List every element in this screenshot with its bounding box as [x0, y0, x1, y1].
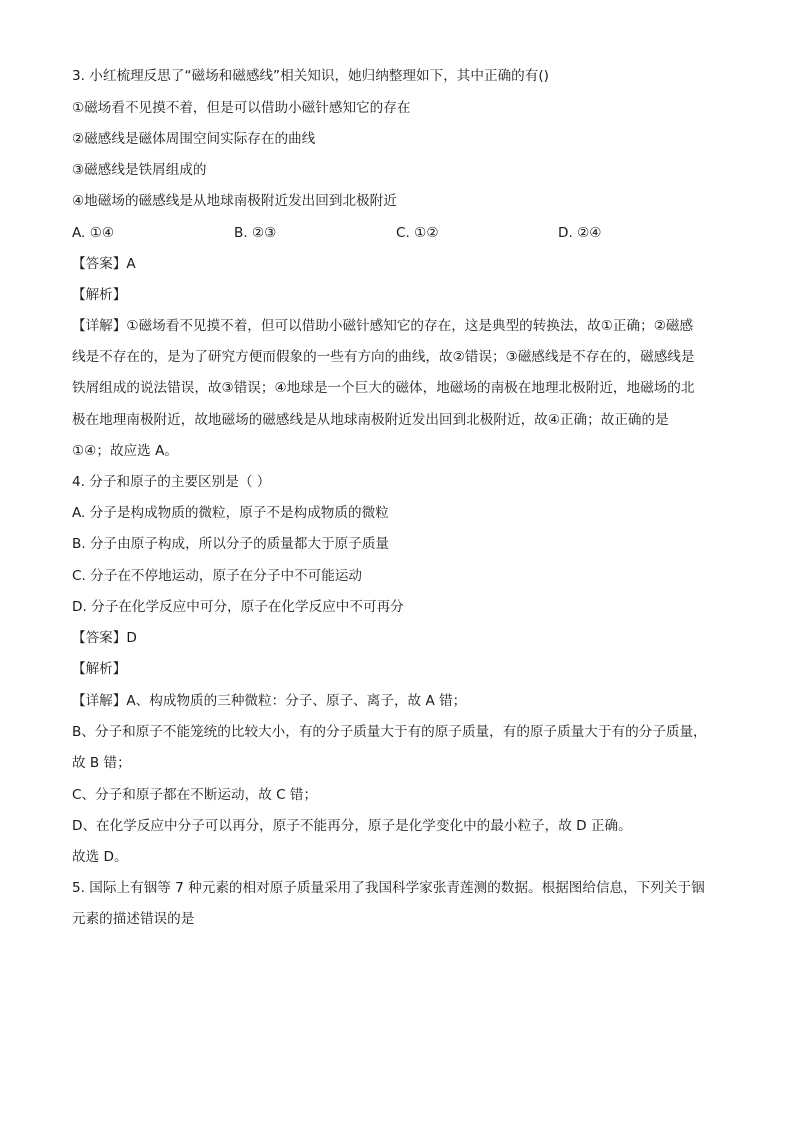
q3-option-c: C. ①②	[396, 225, 439, 241]
q3-item-4: ④地磁场的磁感线是从地球南极附近发出回到北极附近	[72, 193, 397, 209]
q3-stem: 3. 小红梳理反思了“磁场和磁感线”相关知识，她归纳整理如下，其中正确的有()	[72, 68, 549, 84]
q3-detail-line-5: ①④；故应选 A。	[72, 443, 178, 459]
q4-detail-line-4: C、分子和原子都在不断运动，故 C 错；	[72, 787, 318, 803]
q4-stem: 4. 分子和原子的主要区别是（ ）	[72, 474, 271, 490]
q4-option-b: B. 分子由原子构成，所以分子的质量都大于原子质量	[72, 536, 390, 552]
q3-option-b: B. ②③	[234, 225, 277, 241]
q4-analysis-label: 【解析】	[72, 661, 127, 677]
q3-detail-line-1: 【详解】①磁场看不见摸不着，但可以借助小磁针感知它的存在，这是典型的转换法，故①正确；②磁感	[72, 318, 694, 334]
q4-detail-line-6: 故选 D。	[72, 849, 128, 865]
q3-analysis-label: 【解析】	[72, 287, 127, 303]
q3-detail-line-2: 线是不存在的，是为了研究方便而假象的一些有方向的曲线，故②错误；③磁感线是不存在的，磁感线是	[72, 349, 695, 365]
q3-detail-line-4: 极在地理南极附近，故地磁场的磁感线是从地球南极附近发出回到北极附近，故④正确；故正确的是	[72, 412, 669, 428]
q4-detail-line-2: B、分子和原子不能笼统的比较大小，有的分子质量大于有的原子质量，有的原子质量大于有的分子质量，	[72, 724, 707, 740]
q3-item-1: ①磁场看不见摸不着，但是可以借助小磁针感知它的存在	[72, 100, 411, 116]
q5-stem-line-1: 5. 国际上有铟等 7 种元素的相对原子质量采用了我国科学家张青莲测的数据。根据图给信息，下列关于铟	[72, 880, 705, 896]
q3-answer: 【答案】A	[72, 256, 136, 272]
q4-option-d: D. 分子在化学反应中可分，原子在化学反应中不可再分	[72, 599, 404, 615]
q3-item-2: ②磁感线是磁体周围空间实际存在的曲线	[72, 131, 316, 147]
q3-option-d: D. ②④	[558, 225, 602, 241]
q3-option-a: A. ①④	[72, 225, 115, 241]
q4-detail-line-5: D、在化学反应中分子可以再分，原子不能再分，原子是化学变化中的最小粒子，故 D 正确。	[72, 818, 632, 834]
q3-detail-line-3: 铁屑组成的说法错误，故③错误；④地球是一个巨大的磁体，地磁场的南极在地理北极附近，地磁场的北	[72, 380, 695, 396]
q4-answer: 【答案】D	[72, 630, 137, 646]
q5-stem-line-2: 元素的描述错误的是	[72, 911, 195, 927]
q4-detail-line-1: 【详解】A、构成物质的三种微粒：分子、原子、离子，故 A 错；	[72, 693, 467, 709]
q4-option-c: C. 分子在不停地运动，原子在分子中不可能运动	[72, 568, 363, 584]
q4-option-a: A. 分子是构成物质的微粒，原子不是构成物质的微粒	[72, 505, 389, 521]
q3-item-3: ③磁感线是铁屑组成的	[72, 162, 207, 178]
q4-detail-line-3: 故 B 错；	[72, 755, 131, 771]
